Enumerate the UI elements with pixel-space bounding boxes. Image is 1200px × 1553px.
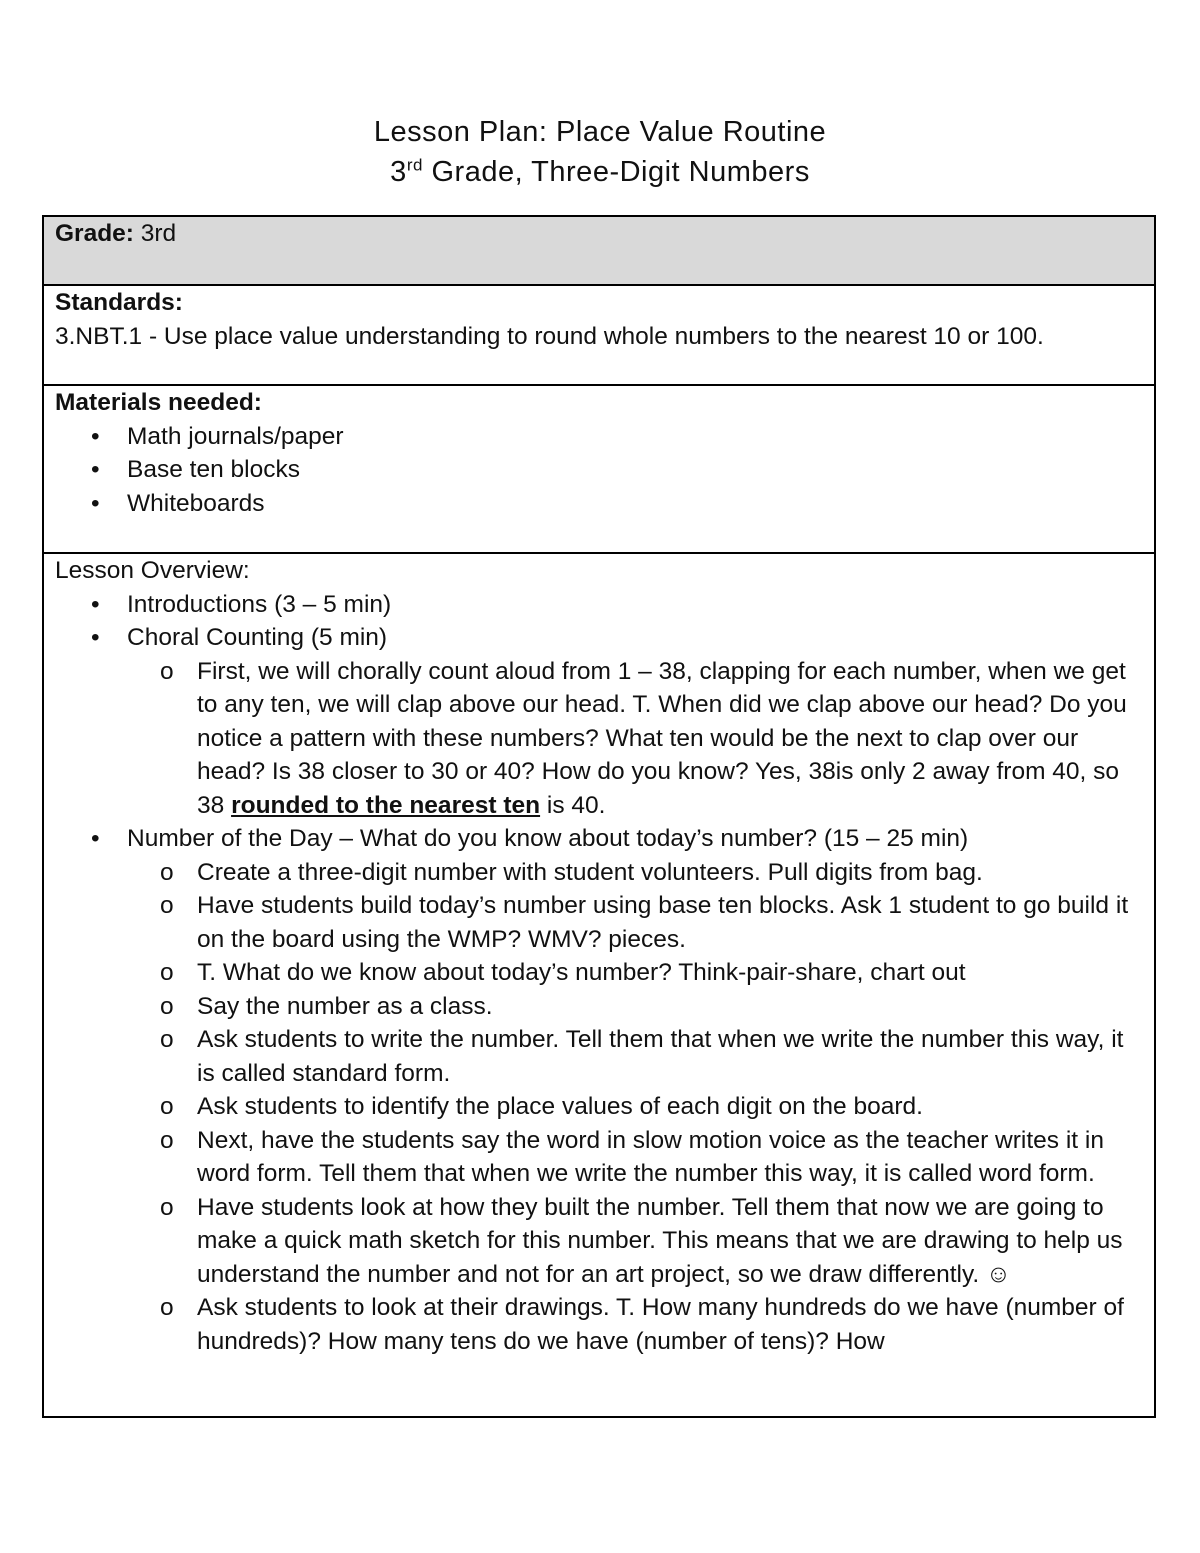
sub-bullet-icon: o [160, 959, 174, 986]
choral-sublist [127, 655, 1144, 823]
sub-bullet-icon: o [160, 892, 174, 919]
day-step: Have students build today’s number using base ten blocks. Ask 1 student to go build it on the board using the WMP? WMV? pieces. [197, 892, 1129, 953]
choral-emphasis: rounded to the nearest ten [231, 791, 541, 819]
materials-row [43, 385, 1155, 553]
choral-text-end: is 40. [540, 791, 606, 819]
bullet-icon: • [91, 422, 100, 450]
sub-bullet-icon: o [160, 992, 174, 1020]
day-step: Ask students to look at their drawings. T. How many hundreds do we have (number of hundreds)? How many tens do we have (number of tens)? How [197, 1294, 1124, 1355]
grade-number: 3 [390, 156, 407, 188]
material-item: Whiteboards [127, 489, 265, 517]
materials-label: Materials needed: [55, 389, 262, 416]
title-line-2 [0, 152, 1200, 192]
list-item [55, 990, 1144, 1024]
standards-label: Standards: [55, 289, 183, 316]
list-item [55, 1291, 1144, 1358]
day-step: Say the number as a class. [197, 992, 493, 1020]
list-item [55, 856, 1144, 890]
overview-list [55, 588, 1144, 1359]
standards-row [43, 285, 1155, 385]
list-item [55, 655, 1144, 823]
list-item [55, 588, 1144, 622]
list-item [55, 1124, 1144, 1191]
grade-suffix: rd [406, 155, 423, 175]
sub-bullet-icon: o [160, 1294, 174, 1321]
list-item [55, 487, 1144, 521]
standards-cell [43, 285, 1155, 385]
title-line-1: Lesson Plan: Place Value Routine [373, 116, 827, 148]
day-step: Create a three-digit number with student volunteers. Pull digits from bag. [197, 858, 983, 886]
sub-bullet-icon: o [160, 1026, 174, 1053]
overview-item-day: Number of the Day – What do you know about today’s number? (15 – 25 min) [127, 825, 969, 852]
lesson-plan-table [42, 215, 1156, 1418]
grade-value: 3rd [133, 220, 177, 247]
bullet-icon: • [91, 624, 100, 651]
day-step: Next, have the students say the word in slow motion voice as the teacher writes it in word form. Tell them that when we write the number this way, it is called word form. [197, 1126, 1104, 1187]
document-title [0, 112, 1200, 192]
grade-row [43, 216, 1155, 285]
grade-cell [43, 216, 1155, 285]
grade-label: Grade: [55, 220, 134, 247]
list-item [55, 453, 1144, 487]
sub-bullet-icon: o [160, 858, 174, 886]
day-step: T. What do we know about today’s number? Think-pair-share, chart out [197, 959, 966, 986]
day-step: Ask students to write the number. Tell them that when we write the number this way, it is called standard form. [197, 1026, 1124, 1087]
materials-list [55, 420, 1144, 521]
title-subtitle: Grade, Three-Digit Numbers [422, 156, 810, 188]
list-item [55, 1023, 1144, 1090]
sub-bullet-icon: o [160, 1193, 174, 1221]
list-item [55, 1191, 1144, 1292]
day-sublist [127, 856, 1144, 1359]
list-item [55, 822, 1144, 1358]
material-item: Math journals/paper [127, 422, 344, 450]
list-item [55, 420, 1144, 454]
sub-bullet-icon: o [160, 1126, 174, 1154]
overview-content [55, 554, 1144, 1409]
bullet-icon: • [91, 456, 100, 483]
sub-bullet-icon: o [160, 1093, 174, 1120]
overview-item-intro: Introductions (3 – 5 min) [127, 590, 392, 618]
day-step: Ask students to identify the place values of each digit on the board. [197, 1093, 923, 1120]
list-item [55, 889, 1144, 956]
overview-cell [43, 553, 1155, 1417]
bullet-icon: • [91, 825, 100, 852]
material-item: Base ten blocks [127, 456, 300, 483]
materials-cell [43, 385, 1155, 553]
list-item [55, 621, 1144, 822]
overview-row [43, 553, 1155, 1417]
choral-text: First, we will chorally count aloud from 1 – 38, clapping for each number, when we get to any ten, we will clap above our head. T. When did we clap above our head? Do you notice a pattern with these numbers? What ten would be the next to clap over our head? Is 38 closer to 30 or 40? How do you know? Yes, 38is only 2 away from 40, so 38 [197, 657, 1127, 819]
overview-label: Lesson Overview: [55, 557, 250, 584]
sub-bullet-icon: o [160, 657, 174, 685]
overview-item-choral: Choral Counting (5 min) [127, 624, 388, 651]
list-item [55, 1090, 1144, 1124]
day-step: Have students look at how they built the number. Tell them that now we are going to make a quick math sketch for this number. This means that we are drawing to help us understand the number and not for an art project, so we draw differently. ☺ [197, 1193, 1123, 1288]
list-item [55, 956, 1144, 990]
standards-text: 3.NBT.1 - Use place value understanding to round whole numbers to the nearest 10 or 100. [55, 322, 1044, 350]
bullet-icon: • [91, 489, 100, 517]
bullet-icon: • [91, 590, 100, 618]
